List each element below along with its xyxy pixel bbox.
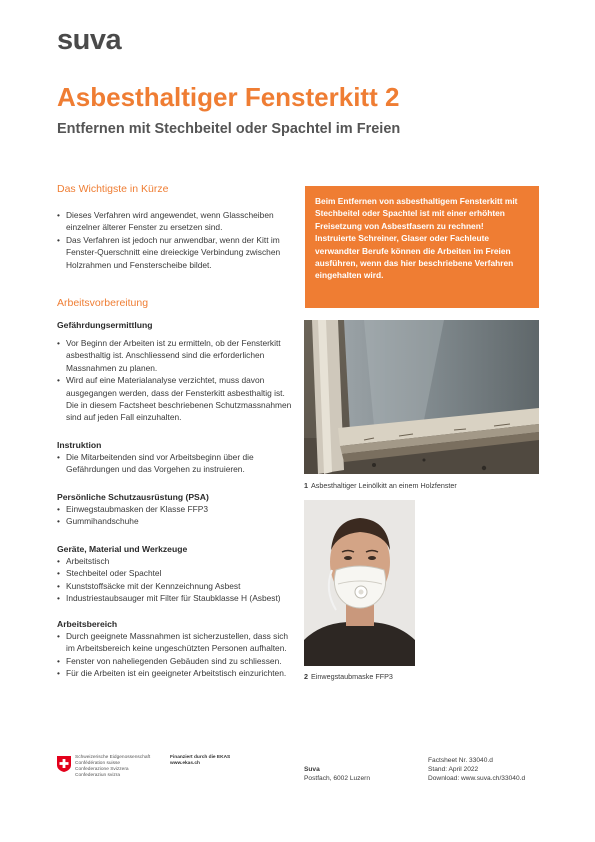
list-item: • Durch geeignete Massnahmen ist sicherzustellen, dass sich im Arbeitsbereich keine ungeschützten Personen aufhalten. (57, 630, 292, 655)
org-address-block (304, 765, 370, 783)
instruction-title: Instruktion (57, 440, 102, 450)
funding-line: Finanziert durch die EKAS (170, 755, 231, 760)
list-item: • Fenster von naheliegenden Gebäuden sind zu schliessen. (57, 655, 292, 667)
confed-de: Schweizerische Eidgenossenschaft (75, 755, 151, 760)
list-item: • Für die Arbeiten ist ein geeigneter Arbeitstisch einzurichten. (57, 667, 292, 679)
confed-it: Confederazione Svizzera (75, 767, 129, 772)
tools-list (57, 555, 292, 605)
area-list (57, 630, 292, 680)
confederation-label (75, 755, 150, 779)
figure-2-caption (304, 672, 393, 681)
confed-fr: Confédération suisse (75, 761, 121, 766)
ffp3-mask-photo (304, 500, 415, 666)
swiss-cross-icon (57, 756, 71, 772)
hazard-list (57, 337, 292, 424)
confed-rm: Confederaziun svizra (75, 773, 121, 778)
org-address: Postfach, 6002 Luzern (304, 775, 370, 783)
callout-instruction-text: Instruierte Schreiner, Glaser oder Fachleute verwandter Berufe können die Arbeiten im Freien ausführen, wenn das hier beschriebene Verfahren eingehalten wird. (315, 233, 514, 281)
prep-heading: Arbeitsvorbereitung (57, 297, 149, 309)
org-name: Suva (304, 766, 320, 773)
figure-1-number: 1 (304, 481, 308, 490)
figure-1-caption (304, 481, 457, 490)
psa-list (57, 503, 292, 528)
callout-warning-text: Beim Entfernen von asbesthaltigem Fensterkitt mit Stechbeitel oder Spachtel ist mit einer erhöhten Freisetzung von Asbestfasern zu rechnen! (315, 196, 518, 231)
tools-title: Geräte, Material und Werkzeuge (57, 544, 188, 554)
list-item: • Wird auf eine Materialanalyse verzichtet, muss davon ausgegangen werden, dass der Fensterkitt asbesthaltig ist. Die in diesem Factsheet beschriebenen Schutzmassnahmen sind auf jeden Fall einzuhalten. (57, 374, 292, 424)
list-item: • Das Verfahren ist jedoch nur anwendbar, wenn der Kitt im Fenster-Querschnitt eine dreieckige Verbindung zwischen Holzrahmen und Fensterscheibe bildet. (57, 234, 292, 271)
factsheet-date: Stand: April 2022 (428, 766, 479, 774)
page-subtitle: Entfernen mit Stechbeitel oder Spachtel im Freien (57, 121, 401, 137)
list-item: • Industriestaubsauger mit Filter für Staubklasse H (Asbest) (57, 592, 292, 604)
hazard-title: Gefährdungsermittlung (57, 320, 153, 330)
summary-list (57, 209, 292, 271)
list-item: • Arbeitstisch (57, 555, 292, 567)
figure-2-number: 2 (304, 672, 308, 681)
ekas-link[interactable]: www.ekas.ch (170, 761, 200, 766)
factsheet-number: Factsheet Nr. 33040.d (428, 757, 493, 764)
funding-note (170, 755, 230, 767)
list-item: • Stechbeitel oder Spachtel (57, 567, 292, 579)
summary-heading: Das Wichtigste in Kürze (57, 183, 169, 195)
psa-title: Persönliche Schutzausrüstung (PSA) (57, 492, 209, 502)
suva-logo: suva (57, 24, 122, 56)
download-link[interactable]: Download: www.suva.ch/33040.d (428, 775, 526, 783)
area-title: Arbeitsbereich (57, 619, 118, 629)
warning-callout (305, 186, 539, 308)
window-putty-photo (304, 320, 539, 474)
figure-1-text: Asbesthaltiger Leinölkitt an einem Holzfenster (311, 481, 457, 490)
list-item: • Gummihandschuhe (57, 515, 292, 527)
list-item: • Kunststoffsäcke mit der Kennzeichnung Asbest (57, 580, 292, 592)
factsheet-info (428, 756, 525, 784)
list-item: • Die Mitarbeitenden sind vor Arbeitsbeginn über die Gefährdungen und das Vorgehen zu instruieren. (57, 451, 292, 476)
list-item: • Vor Beginn der Arbeiten ist zu ermitteln, ob der Fensterkitt asbesthaltig ist. Anschliessend sind die erforderlichen Massnahmen zu planen. (57, 337, 292, 374)
page-title: Asbesthaltiger Fensterkitt 2 (57, 82, 400, 112)
list-item: • Dieses Verfahren wird angewendet, wenn Glasscheiben einzelner älterer Fenster zu ersetzen sind. (57, 209, 292, 234)
figure-2-text: Einwegstaubmaske FFP3 (311, 672, 393, 681)
instruction-list (57, 451, 292, 476)
list-item: • Einwegstaubmasken der Klasse FFP3 (57, 503, 292, 515)
